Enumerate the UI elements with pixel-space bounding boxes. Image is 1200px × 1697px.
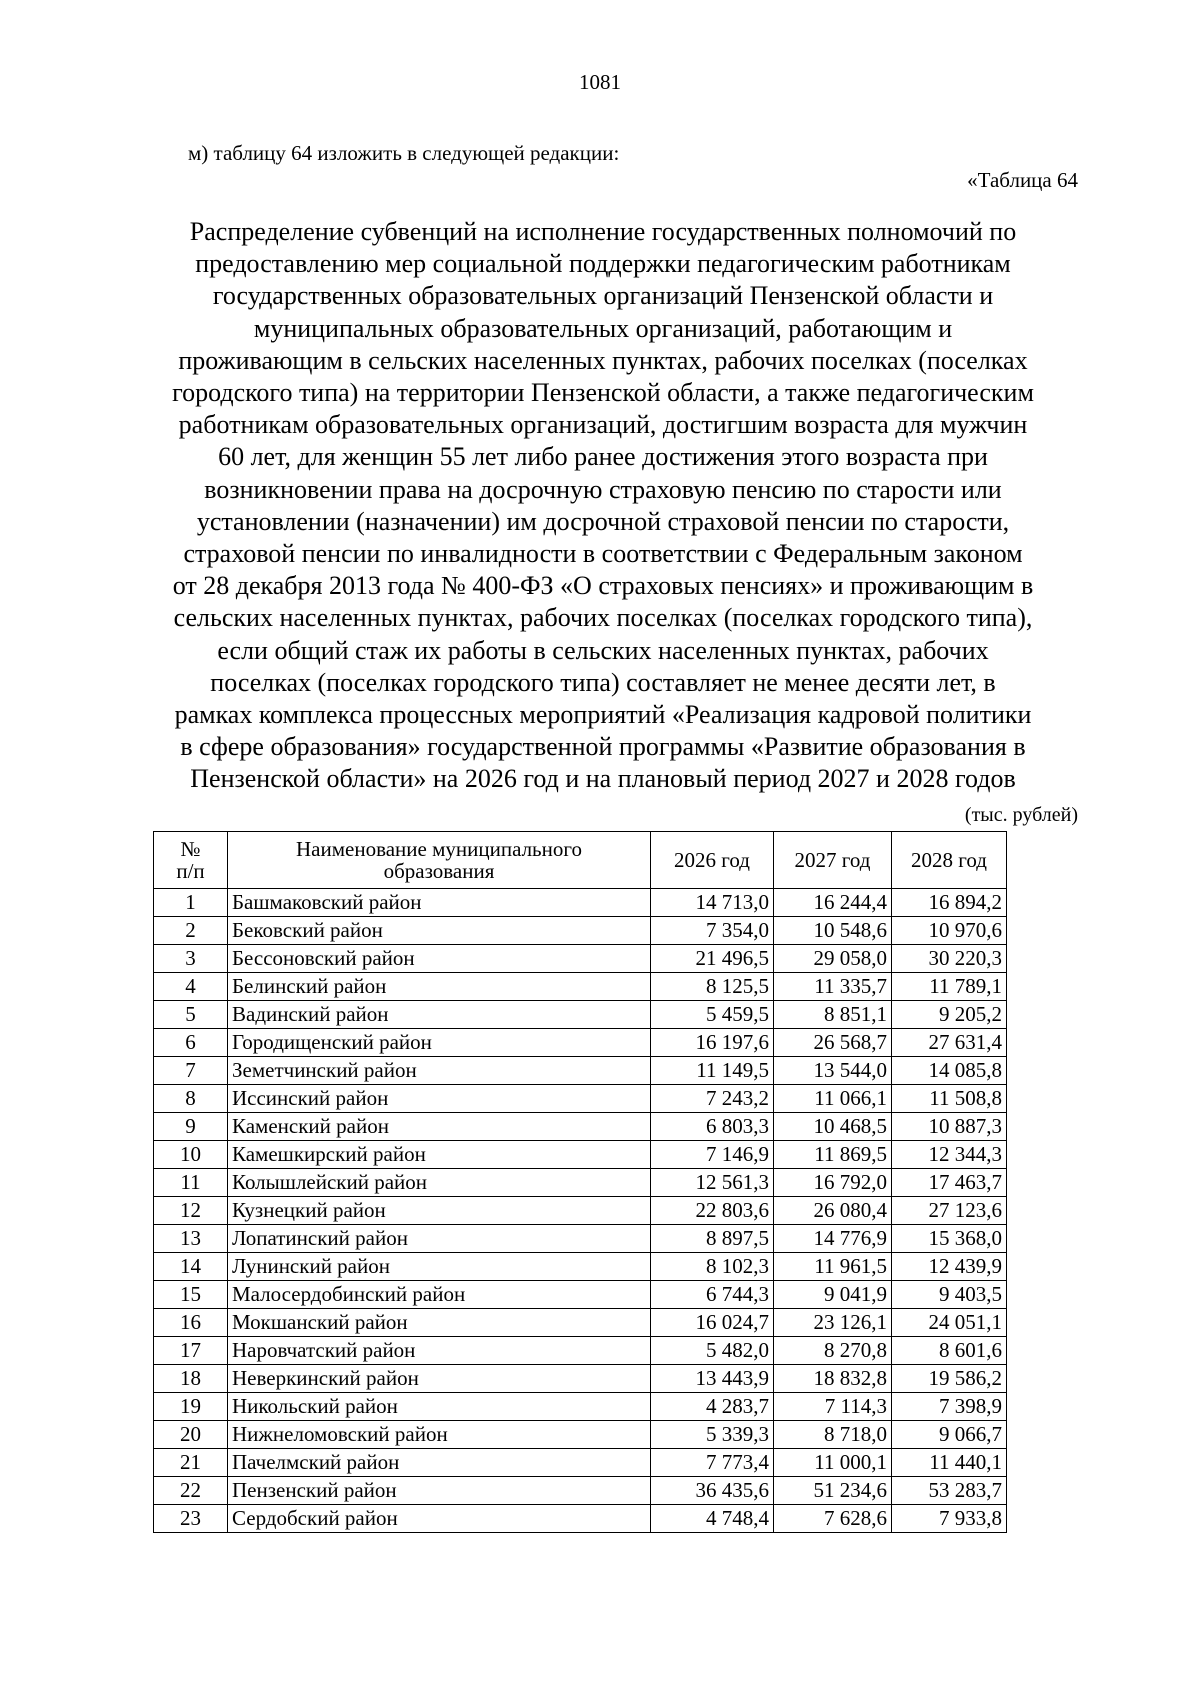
value-2026: 8 102,3 (651, 1253, 774, 1281)
header-municipality-line2: образования (383, 859, 495, 883)
municipality-name: Колышлейский район (228, 1169, 651, 1197)
municipality-name: Вадинский район (228, 1001, 651, 1029)
municipality-name: Городищенский район (228, 1029, 651, 1057)
value-2028: 8 601,6 (892, 1337, 1007, 1365)
value-2026: 4 283,7 (651, 1393, 774, 1421)
row-number: 1 (154, 889, 228, 917)
table-row (154, 1141, 1007, 1169)
row-number: 23 (154, 1505, 228, 1533)
municipality-name: Лопатинский район (228, 1225, 651, 1253)
table-row (154, 1001, 1007, 1029)
value-2027: 10 548,6 (774, 917, 892, 945)
table-row (154, 1337, 1007, 1365)
table-row (154, 1309, 1007, 1337)
municipality-name: Иссинский район (228, 1085, 651, 1113)
municipality-name: Каменский район (228, 1113, 651, 1141)
page-number: 1081 (579, 70, 621, 94)
value-2026: 36 435,6 (651, 1477, 774, 1505)
value-2027: 11 066,1 (774, 1085, 892, 1113)
value-2027: 8 270,8 (774, 1337, 892, 1365)
table-row (154, 1225, 1007, 1253)
table-row (154, 1113, 1007, 1141)
value-2026: 13 443,9 (651, 1365, 774, 1393)
municipality-name: Земетчинский район (228, 1057, 651, 1085)
table-row (154, 1029, 1007, 1057)
title-line: государственных образовательных организаций Пензенской области и (212, 281, 994, 311)
value-2026: 14 713,0 (651, 889, 774, 917)
value-2028: 7 933,8 (892, 1505, 1007, 1533)
value-2026: 8 897,5 (651, 1225, 774, 1253)
municipality-name: Сердобский район (228, 1505, 651, 1533)
value-2028: 12 439,9 (892, 1253, 1007, 1281)
table-row (154, 1253, 1007, 1281)
unit-label: (тыс. рублей) (964, 804, 1078, 826)
table-row (154, 1169, 1007, 1197)
value-2028: 9 205,2 (892, 1001, 1007, 1029)
value-2028: 16 894,2 (892, 889, 1007, 917)
municipality-name: Белинский район (228, 973, 651, 1001)
municipality-name: Кузнецкий район (228, 1197, 651, 1225)
value-2027: 8 851,1 (774, 1001, 892, 1029)
table-row (154, 1281, 1007, 1309)
value-2027: 8 718,0 (774, 1421, 892, 1449)
municipality-name: Нижнеломовский район (228, 1421, 651, 1449)
row-number: 18 (154, 1365, 228, 1393)
row-number: 7 (154, 1057, 228, 1085)
value-2027: 9 041,9 (774, 1281, 892, 1309)
row-number: 11 (154, 1169, 228, 1197)
row-number: 14 (154, 1253, 228, 1281)
value-2026: 6 744,3 (651, 1281, 774, 1309)
value-2028: 27 631,4 (892, 1029, 1007, 1057)
subvention-table (153, 831, 1007, 1533)
row-number: 17 (154, 1337, 228, 1365)
title-line: страховой пенсии по инвалидности в соответствии с Федеральным законом (183, 539, 1023, 569)
value-2027: 26 568,7 (774, 1029, 892, 1057)
municipality-name: Малосердобинский район (228, 1281, 651, 1309)
row-number: 15 (154, 1281, 228, 1309)
value-2028: 14 085,8 (892, 1057, 1007, 1085)
value-2028: 15 368,0 (892, 1225, 1007, 1253)
value-2028: 30 220,3 (892, 945, 1007, 973)
municipality-name: Мокшанский район (228, 1309, 651, 1337)
header-2027: 2027 год (774, 832, 892, 889)
municipality-name: Неверкинский район (228, 1365, 651, 1393)
value-2026: 8 125,5 (651, 973, 774, 1001)
municipality-name: Наровчатский район (228, 1337, 651, 1365)
value-2028: 17 463,7 (892, 1169, 1007, 1197)
value-2028: 12 344,3 (892, 1141, 1007, 1169)
title-line: сельских населенных пунктах, рабочих поселках (поселках городского типа), (173, 603, 1033, 633)
row-number: 13 (154, 1225, 228, 1253)
row-number: 20 (154, 1421, 228, 1449)
table-row (154, 973, 1007, 1001)
value-2028: 9 066,7 (892, 1421, 1007, 1449)
header-number (154, 832, 228, 889)
title-line: если общий стаж их работы в сельских населенных пунктах, рабочих (217, 635, 989, 665)
value-2028: 11 508,8 (892, 1085, 1007, 1113)
value-2026: 6 803,3 (651, 1113, 774, 1141)
row-number: 19 (154, 1393, 228, 1421)
value-2027: 26 080,4 (774, 1197, 892, 1225)
table-row (154, 889, 1007, 917)
title-line: Распределение субвенций на исполнение государственных полномочий по (189, 217, 1017, 246)
value-2027: 51 234,6 (774, 1477, 892, 1505)
header-2026: 2026 год (651, 832, 774, 889)
title-line: в сфере образования» государственной программы «Развитие образования в (180, 732, 1026, 762)
title-line: 60 лет, для женщин 55 лет либо ранее достижения этого возраста при (218, 442, 988, 472)
table-row (154, 1505, 1007, 1533)
value-2028: 19 586,2 (892, 1365, 1007, 1393)
municipality-name: Пачелмский район (228, 1449, 651, 1477)
title-line: возникновении права на досрочную страховую пенсию по старости или (204, 474, 1002, 504)
value-2027: 13 544,0 (774, 1057, 892, 1085)
header-number-line2: п/п (176, 859, 205, 883)
row-number: 22 (154, 1477, 228, 1505)
value-2028: 10 887,3 (892, 1113, 1007, 1141)
value-2027: 11 000,1 (774, 1449, 892, 1477)
table-row (154, 1085, 1007, 1113)
value-2028: 11 440,1 (892, 1449, 1007, 1477)
value-2026: 5 459,5 (651, 1001, 774, 1029)
value-2027: 7 628,6 (774, 1505, 892, 1533)
row-number: 2 (154, 917, 228, 945)
municipality-name: Башмаковский район (228, 889, 651, 917)
value-2028: 9 403,5 (892, 1281, 1007, 1309)
title-line: проживающим в сельских населенных пунктах, рабочих поселках (поселках (178, 345, 1028, 375)
municipality-name: Бековский район (228, 917, 651, 945)
table-body (154, 889, 1007, 1533)
header-2028: 2028 год (892, 832, 1007, 889)
title-line: работникам образовательных организаций, достигшим возраста для мужчин (178, 410, 1028, 440)
value-2028: 24 051,1 (892, 1309, 1007, 1337)
value-2026: 22 803,6 (651, 1197, 774, 1225)
municipality-name: Камешкирский район (228, 1141, 651, 1169)
value-2027: 11 961,5 (774, 1253, 892, 1281)
table-row (154, 1393, 1007, 1421)
value-2028: 53 283,7 (892, 1477, 1007, 1505)
table-reference: «Таблица 64 (967, 168, 1078, 192)
value-2026: 12 561,3 (651, 1169, 774, 1197)
title-line: от 28 декабря 2013 года № 400-ФЗ «О страховых пенсиях» и проживающим в (172, 571, 1034, 601)
table-row (154, 1197, 1007, 1225)
value-2026: 5 339,3 (651, 1421, 774, 1449)
value-2026: 7 243,2 (651, 1085, 774, 1113)
value-2028: 7 398,9 (892, 1393, 1007, 1421)
title-line: Пензенской области» на 2026 год и на плановый период 2027 и 2028 годов (190, 764, 1016, 794)
value-2026: 16 197,6 (651, 1029, 774, 1057)
title-line: предоставлению мер социальной поддержки педагогическим работникам (195, 249, 1011, 279)
table-row (154, 1449, 1007, 1477)
table-row (154, 945, 1007, 973)
value-2026: 5 482,0 (651, 1337, 774, 1365)
value-2027: 7 114,3 (774, 1393, 892, 1421)
table-row (154, 1057, 1007, 1085)
row-number: 16 (154, 1309, 228, 1337)
value-2027: 11 335,7 (774, 973, 892, 1001)
title-line: городского типа) на территории Пензенской области, а также педагогическим (172, 378, 1034, 408)
municipality-name: Бессоновский район (228, 945, 651, 973)
table-header-row (154, 832, 1007, 889)
row-number: 3 (154, 945, 228, 973)
value-2026: 11 149,5 (651, 1057, 774, 1085)
table-row (154, 1421, 1007, 1449)
value-2027: 14 776,9 (774, 1225, 892, 1253)
municipality-name: Никольский район (228, 1393, 651, 1421)
header-municipality (228, 832, 651, 889)
title-line: рамках комплекса процессных мероприятий «Реализация кадровой политики (174, 700, 1032, 730)
title-line: поселках (поселках городского типа) составляет не менее десяти лет, в (210, 667, 996, 697)
header-number-line1: № (180, 837, 201, 861)
value-2027: 16 244,4 (774, 889, 892, 917)
value-2026: 7 146,9 (651, 1141, 774, 1169)
row-number: 12 (154, 1197, 228, 1225)
value-2026: 7 773,4 (651, 1449, 774, 1477)
value-2026: 21 496,5 (651, 945, 774, 973)
title-line: муниципальных образовательных организаций, работающим и (253, 313, 953, 343)
value-2027: 10 468,5 (774, 1113, 892, 1141)
value-2026: 7 354,0 (651, 917, 774, 945)
value-2028: 27 123,6 (892, 1197, 1007, 1225)
header-municipality-line1: Наименование муниципального (296, 837, 582, 861)
municipality-name: Пензенский район (228, 1477, 651, 1505)
table-row (154, 917, 1007, 945)
row-number: 8 (154, 1085, 228, 1113)
row-number: 10 (154, 1141, 228, 1169)
row-number: 4 (154, 973, 228, 1001)
document-title (128, 216, 1078, 796)
table-row (154, 1477, 1007, 1505)
table-row (154, 1365, 1007, 1393)
value-2028: 11 789,1 (892, 973, 1007, 1001)
value-2028: 10 970,6 (892, 917, 1007, 945)
title-line: установлении (назначении) им досрочной страховой пенсии по старости, (196, 506, 1010, 536)
value-2027: 29 058,0 (774, 945, 892, 973)
amendment-intro: м) таблицу 64 изложить в следующей редакции: (188, 141, 620, 165)
value-2027: 16 792,0 (774, 1169, 892, 1197)
municipality-name: Лунинский район (228, 1253, 651, 1281)
row-number: 9 (154, 1113, 228, 1141)
row-number: 21 (154, 1449, 228, 1477)
value-2027: 23 126,1 (774, 1309, 892, 1337)
value-2027: 11 869,5 (774, 1141, 892, 1169)
value-2027: 18 832,8 (774, 1365, 892, 1393)
value-2026: 16 024,7 (651, 1309, 774, 1337)
row-number: 6 (154, 1029, 228, 1057)
row-number: 5 (154, 1001, 228, 1029)
value-2026: 4 748,4 (651, 1505, 774, 1533)
